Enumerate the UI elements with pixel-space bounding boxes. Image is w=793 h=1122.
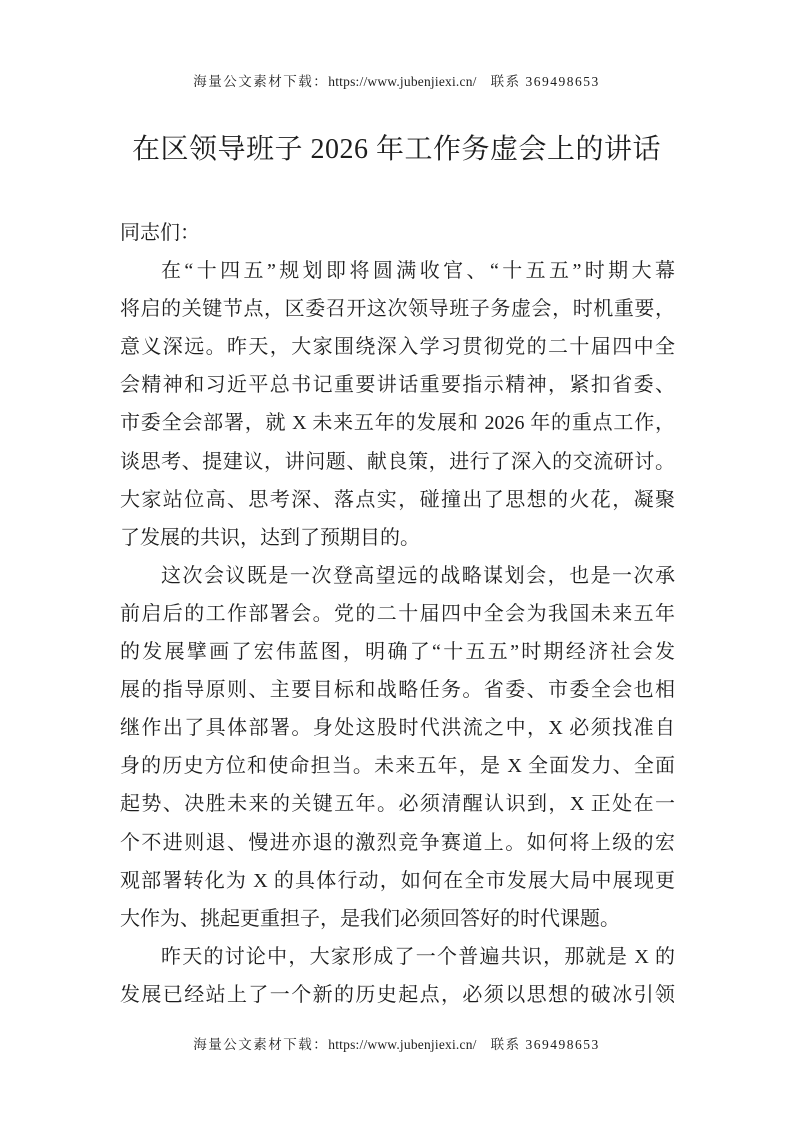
body-line: 起势、决胜未来的关键五年。必须清醒认识到，X 正处在一	[120, 793, 675, 816]
body-line: 市委全会部署，就 X 未来五年的发展和 2026 年的重点工作，	[120, 412, 675, 435]
body-line: 同志们：	[120, 222, 200, 244]
page-footer	[0, 1033, 793, 1053]
body-line: 发展已经站上了一个新的历史起点，必须以思想的破冰引领	[120, 983, 675, 1006]
paragraph	[120, 557, 675, 938]
body-line: 个不进则退、慢进亦退的激烈竞争赛道上。如何将上级的宏	[120, 831, 675, 854]
body-line: 继作出了具体部署。身处这股时代洪流之中，X 必须找准自	[120, 717, 675, 740]
header-contact: 联系 369498653	[490, 74, 600, 89]
body-line: 谈思考、提建议，讲问题、献良策，进行了深入的交流研讨。	[120, 450, 675, 473]
body-line: 身的历史方位和使命担当。未来五年，是 X 全面发力、全面	[120, 755, 675, 778]
page-header	[0, 70, 793, 90]
body-line: 意义深远。昨天，大家围绕深入学习贯彻党的二十届四中全	[120, 336, 675, 359]
body-line: 的发展擘画了宏伟蓝图，明确了“十五五”时期经济社会发	[120, 641, 675, 664]
footer-download-label: 海量公文素材下载：	[193, 1037, 329, 1052]
paragraph	[120, 252, 675, 557]
header-download-label: 海量公文素材下载：	[193, 74, 329, 89]
header-url: https://www.jubenjiexi.cn/	[328, 74, 477, 89]
body-line: 了发展的共识，达到了预期目的。	[120, 526, 420, 549]
body-line: 展的指导原则、主要目标和战略任务。省委、市委全会也相	[120, 679, 675, 702]
document-title: 在区领导班子 2026 年工作务虚会上的讲话	[131, 134, 661, 165]
footer-url: https://www.jubenjiexi.cn/	[328, 1037, 477, 1052]
document-body	[120, 214, 675, 1014]
body-line: 大家站位高、思考深、落点实，碰撞出了思想的火花，凝聚	[120, 488, 675, 511]
body-line: 昨天的讨论中，大家形成了一个普遍共识，那就是 X 的	[161, 945, 675, 968]
body-line: 将启的关键节点，区委召开这次领导班子务虚会，时机重要，	[120, 298, 675, 321]
body-line: 观部署转化为 X 的具体行动，如何在全市发展大局中展现更	[120, 869, 675, 892]
body-line: 在“十四五”规划即将圆满收官、“十五五”时期大幕	[161, 260, 675, 283]
body-line: 这次会议既是一次登高望远的战略谋划会，也是一次承	[161, 564, 675, 587]
paragraph	[120, 214, 675, 252]
body-line: 前启后的工作部署会。党的二十届四中全会为我国未来五年	[120, 602, 675, 625]
body-line: 大作为、挑起更重担子，是我们必须回答好的时代课题。	[120, 907, 620, 930]
footer-contact: 联系 369498653	[490, 1037, 600, 1052]
body-line: 会精神和习近平总书记重要讲话重要指示精神，紧扣省委、	[120, 374, 675, 397]
paragraph	[120, 938, 675, 1014]
